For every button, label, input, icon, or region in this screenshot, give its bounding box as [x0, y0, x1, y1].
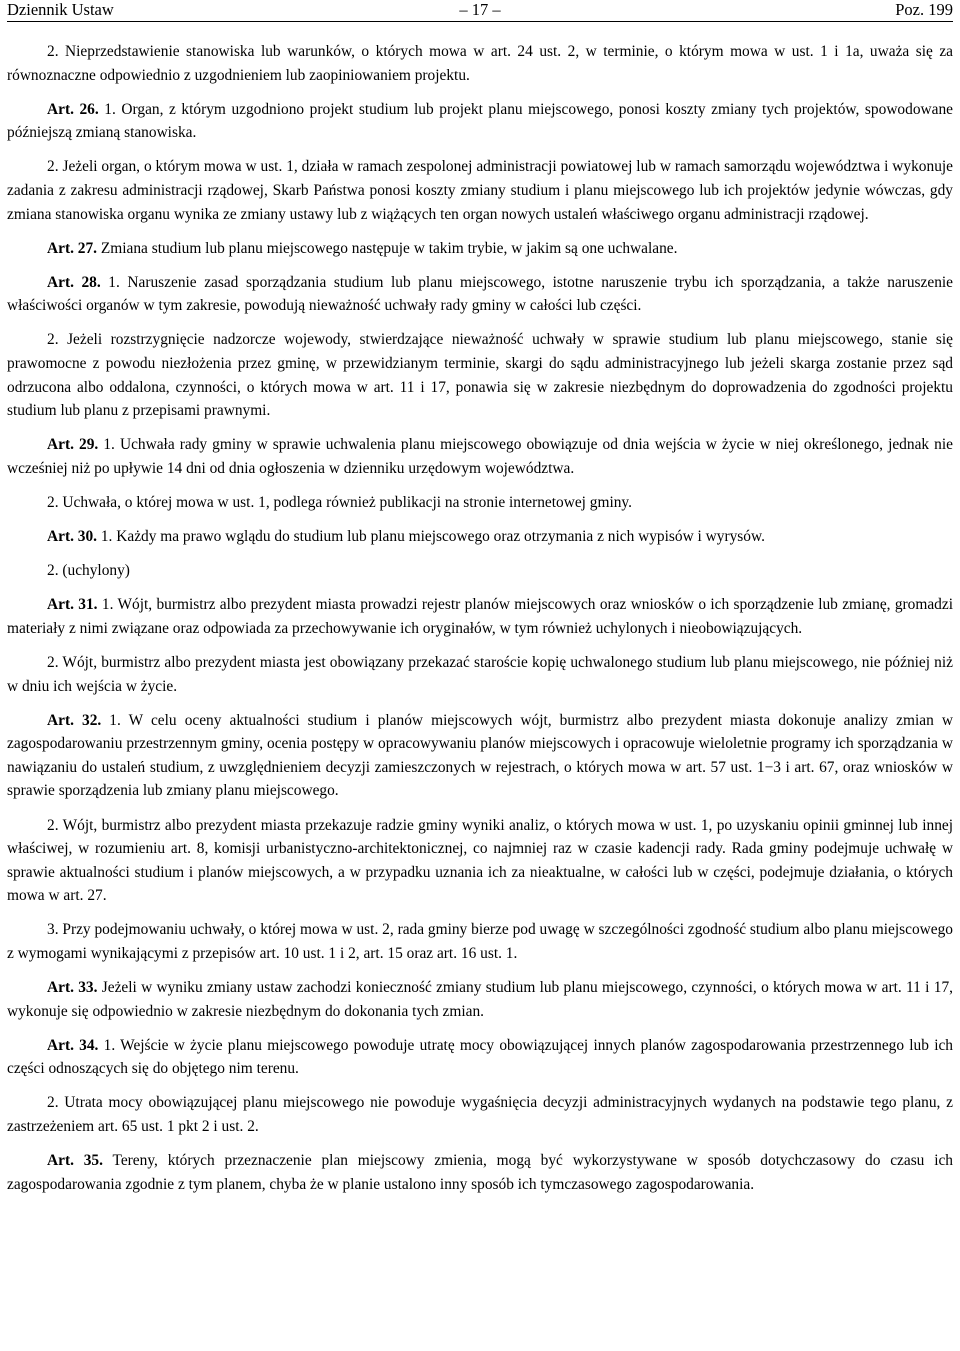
paragraph-text: Zmiana studium lub planu miejscowego następuje w takim trybie, w jakim są one uchwalane.	[97, 239, 678, 257]
paragraph	[7, 559, 953, 583]
article-paragraph	[7, 433, 953, 480]
article-label: Art. 26.	[47, 100, 99, 118]
paragraph	[7, 155, 953, 226]
paragraph-text: 1. Organ, z którym uzgodniono projekt studium lub projekt planu miejscowego, ponosi koszty zmiany tych projektów, spowodowane późniejszą zmianą stanowiska.	[7, 100, 953, 142]
article-label: Art. 30.	[47, 528, 98, 546]
article-paragraph	[7, 98, 953, 145]
document-page	[7, 0, 953, 1207]
article-label: Art. 28.	[47, 273, 101, 291]
paragraph-text: 2. Wójt, burmistrz albo prezydent miasta jest obowiązany przekazać staroście kopię uchwalonego studium lub planu miejscowego, nie później niż w dniu ich wejścia w życie.	[7, 653, 953, 695]
paragraph-text: 1. Naruszenie zasad sporządzania studium lub planu miejscowego, istotne naruszenie trybu ich sporządzania, a także naruszenie właściwości organów w tym zakresie, powodują nieważność uchwały rady gminy w całości lub części.	[7, 273, 953, 315]
paragraph-text: 2. Nieprzedstawienie stanowiska lub warunków, o których mowa w art. 24 ust. 2, w terminie, o którym mowa w ust. 1 i 1a, uważa się za równoznaczne odpowiednio z uzgodnieniem lub zaopiniowaniem projektu.	[7, 43, 953, 84]
paragraph-text: 2. Uchwała, o której mowa w ust. 1, podlega również publikacji na stronie internetowej gminy.	[47, 494, 632, 511]
article-label: Art. 27.	[47, 239, 98, 257]
article-label: Art. 33.	[47, 979, 98, 997]
page-number: – 17 –	[459, 0, 501, 19]
paragraph-text: 2. Jeżeli organ, o którym mowa w ust. 1, działa w ramach zespolonej administracji powiatowej lub w ramach samorządu województwa i wykonuje zadania z zakresu administracji rządowej, Skarb Państwa ponosi koszty zmiany studium i planu miejscowego lub ich projektów jedynie wówczas, gdy zmiana stanowiska organu wynika ze zmiany ustawy lub z wiążących ten organ nowych ustaleń właściwego organu administracji rządowej.	[7, 158, 953, 223]
paragraph	[7, 40, 953, 87]
paragraph	[7, 918, 953, 965]
paragraph-text: Jeżeli w wyniku zmiany ustaw zachodzi konieczność zmiany studium lub planu miejscowego, czynności, o których mowa w art. 11 i 17, wykonuje się odpowiednio w zakresie niezbędnym do dokonania tych zmian.	[7, 979, 953, 1020]
article-paragraph	[7, 237, 953, 261]
article-label: Art. 29.	[47, 436, 99, 454]
paragraph-text: Tereny, których przeznaczenie plan miejscowy zmienia, mogą być wykorzystywane w sposób dotychczasowy do czasu ich zagospodarowania zgodnie z tym planem, chyba że w planie ustalono inny sposób ich tymczasowego zagospodarowania.	[7, 1152, 953, 1193]
article-label: Art. 31.	[47, 596, 98, 614]
article-paragraph	[7, 271, 953, 318]
article-paragraph	[7, 1149, 953, 1196]
paragraph	[7, 1091, 953, 1138]
page-header	[7, 0, 953, 22]
article-paragraph	[7, 976, 953, 1023]
article-label: Art. 35.	[47, 1152, 103, 1170]
paragraph	[7, 328, 953, 422]
article-label: Art. 32.	[47, 711, 102, 729]
paragraph	[7, 651, 953, 698]
paragraph	[7, 814, 953, 908]
paragraph-text: 2. (uchylony)	[47, 562, 130, 580]
article-paragraph	[7, 525, 953, 549]
paragraph	[7, 491, 953, 515]
journal-title: Dziennik Ustaw	[7, 0, 114, 19]
paragraph-text: 1. Każdy ma prawo wglądu do studium lub planu miejscowego oraz otrzymania z nich wypisów i wyrysów.	[97, 528, 765, 546]
paragraph-text: 3. Przy podejmowaniu uchwały, o której mowa w ust. 2, rada gminy bierze pod uwagę w szczególności zgodność studium albo planu miejscowego z wymogami wynikającymi z przepisów art. 10 ust. 1 i 2, art. 15 oraz art. 16 ust. 1.	[7, 921, 953, 962]
paragraph-text: 1. Uchwała rady gminy w sprawie uchwalenia planu miejscowego obowiązuje od dnia wejścia w życie w niej określonego, jednak nie wcześniej niż po upływie 14 dni od dnia ogłoszenia w dzienniku urzędowym województwa.	[7, 436, 953, 477]
article-label: Art. 34.	[47, 1036, 99, 1054]
paragraph-text: 2. Jeżeli rozstrzygnięcie nadzorcze wojewody, stwierdzające nieważność uchwały w sprawie studium lub planu miejscowego, stanie się prawomocne z powodu niezłożenia przez gminę, w przewidzianym terminie, skargi do sądu administracyjnego lub jeżeli skarga zostanie przez sąd odrzucona albo oddalona, czynności, o których mowa w art. 11 i 17, ponawia się w zakresie niezbędnym do doprowadzenia do zgodności projektu studium lub planu z przepisami prawnymi.	[7, 331, 953, 420]
position-number: Poz. 199	[895, 0, 953, 19]
article-paragraph	[7, 593, 953, 640]
article-paragraph	[7, 1034, 953, 1081]
article-paragraph	[7, 709, 953, 803]
document-body	[7, 40, 953, 1196]
paragraph-text: 1. Wejście w życie planu miejscowego powoduje utratę mocy obowiązującej innych planów zagospodarowania przestrzennego lub ich części odnoszących się do objętego nim terenu.	[7, 1036, 953, 1078]
paragraph-text: 2. Utrata mocy obowiązującej planu miejscowego nie powoduje wygaśnięcia decyzji administracyjnych wydanych na podstawie tego planu, z zastrzeżeniem art. 65 ust. 1 pkt 2 i ust. 2.	[7, 1094, 953, 1136]
paragraph-text: 2. Wójt, burmistrz albo prezydent miasta przekazuje radzie gminy wyniki analiz, o których mowa w ust. 1, po uzyskaniu opinii gminnej lub innej właściwej, w rozumieniu art. 8, komisji urbanistyczno-architektonicznej, co najmniej raz w czasie kadencji rady. Rada gminy podejmuje uchwałę w sprawie aktualności studium i planów miejscowych, a w przypadku uznania ich za nieaktualne, w całości lub w części, podejmuje działania, o których mowa w art. 27.	[7, 816, 953, 905]
paragraph-text: 1. Wójt, burmistrz albo prezydent miasta prowadzi rejestr planów miejscowych oraz wniosków o ich sporządzenie lub zmianę, gromadzi materiały z nimi związane oraz odpowiada za przechowywanie ich oryginałów, w tym również uchylonych i nieobowiązujących.	[7, 596, 953, 637]
paragraph-text: 1. W celu oceny aktualności studium i planów miejscowych wójt, burmistrz albo prezydent miasta dokonuje analizy zmian w zagospodarowaniu przestrzennym gminy, ocenia postępy w opracowywaniu planów miejscowych i opracowuje wieloletnie programy ich sporządzania w nawiązaniu do ustaleń studium, z uwzględnieniem decyzji zamieszczonych w rejestrach, o których mowa w art. 57 ust. 1−3 i art. 67, oraz wniosków w sprawie sporządzenia lub zmiany planu miejscowego.	[7, 711, 953, 800]
